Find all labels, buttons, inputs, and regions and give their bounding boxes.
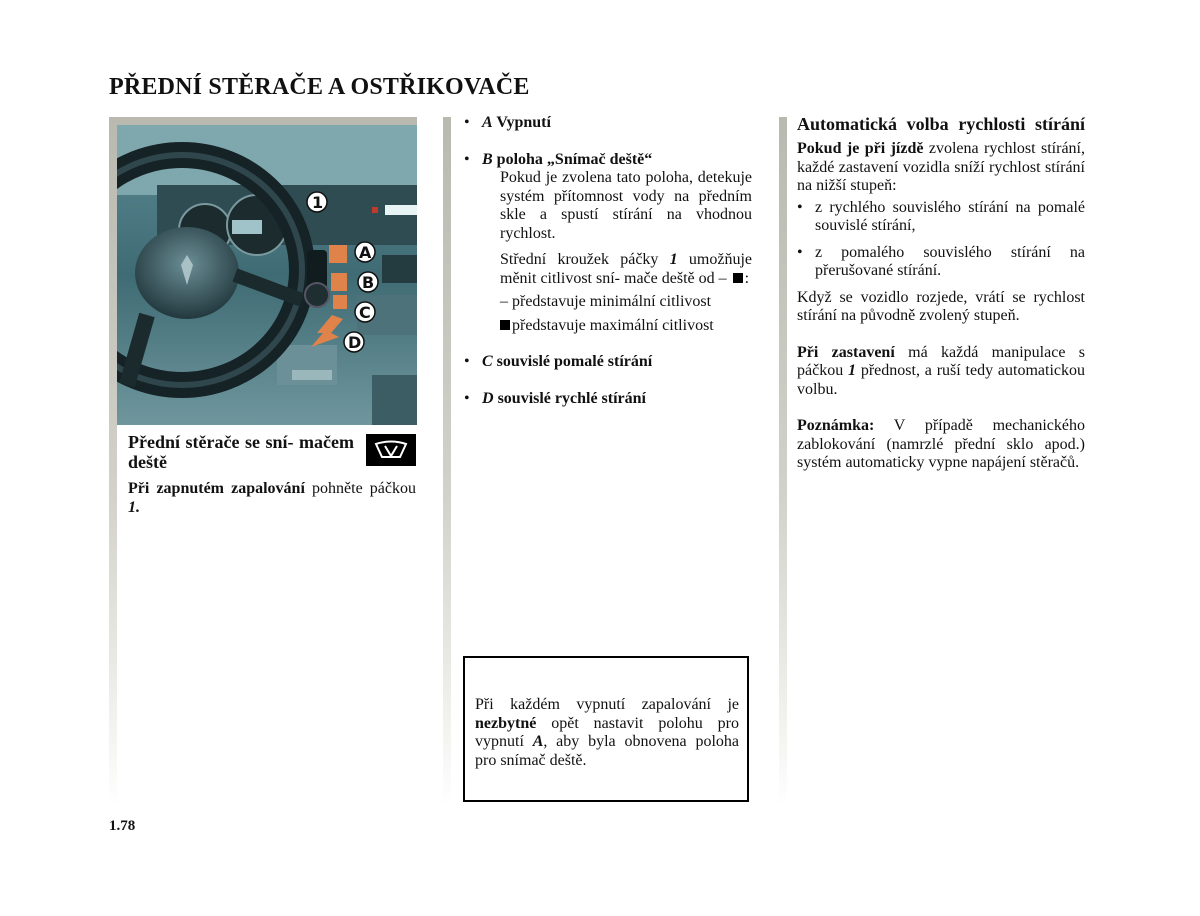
callout-a: A <box>359 243 372 262</box>
text: představuje maximální citlivost <box>512 316 714 334</box>
bullet-dot: • <box>464 114 470 131</box>
max-sensitivity-line <box>464 317 752 336</box>
paragraph-bold: Při zastavení <box>797 343 895 361</box>
text: : <box>744 269 750 287</box>
column-rule-left <box>109 117 117 807</box>
position-letter: A <box>482 114 493 131</box>
text: , aby byla obnovena poloha pro snímač deště. <box>475 733 739 769</box>
paragraph-text: přednost, a ruší tedy automatickou volbu. <box>797 362 1085 398</box>
bullet-dot: • <box>464 389 470 407</box>
column-rule-middle <box>443 117 451 807</box>
position-label: Vypnutí <box>492 114 551 131</box>
stalk-number: 1 <box>848 362 857 379</box>
right-column <box>797 114 1085 473</box>
paragraph-text: V případě mechanického zablokování (namrzlé přední sklo apod.) systém automaticky vypne napájení stěračů. <box>797 417 1085 471</box>
callout-c: C <box>359 303 371 322</box>
top-divider-bar <box>109 117 417 125</box>
position-d-item <box>464 390 752 409</box>
position-letter: C <box>482 353 493 370</box>
list-item-text: z pomalého souvislého stírání na přerušované stírání. <box>815 243 1085 279</box>
emphasis: nezbytné <box>475 714 537 732</box>
position-b-item <box>464 151 752 170</box>
callout-b: B <box>362 273 375 292</box>
position-label: souvislé pomalé stírání <box>492 353 653 370</box>
text: opět nastavit polohu pro vypnutí <box>475 714 739 750</box>
paragraph-bold: Pokud je při jízdě <box>797 140 924 157</box>
position-letter: B <box>482 150 493 168</box>
sensitivity-description <box>464 251 752 288</box>
black-square-icon <box>733 273 743 283</box>
notice-box <box>463 656 749 802</box>
section-heading-rain-sensor: Přední stěrače se sní- mačem deště <box>128 432 354 472</box>
text: Střední kroužek páčky <box>500 251 670 268</box>
page-number: 1.78 <box>109 818 136 834</box>
stalk-number: 1. <box>128 498 140 516</box>
position-letter: D <box>482 389 494 407</box>
list-item-text: z rychlého souvislého stírání na pomalé souvislé stírání, <box>815 198 1085 234</box>
position-letter: A <box>532 733 544 750</box>
paragraph-driving <box>797 140 1085 196</box>
paragraph-text: pohněte páčkou <box>304 480 416 497</box>
black-square-icon <box>500 320 510 330</box>
paragraph-restart: Když se vozidlo rozjede, vrátí se rychlost stírání na původně zvolený stupeň. <box>797 288 1085 324</box>
paragraph-ignition <box>128 480 416 517</box>
left-column <box>128 432 416 517</box>
bullet-dot: • <box>464 150 470 168</box>
paragraph-bold: Poznámka: <box>797 417 875 434</box>
stalk-number: 1 <box>669 251 678 268</box>
bullet-dot: • <box>464 353 470 370</box>
rain-sensor-description: Pokud je zvolena tato poloha, detekuje systém přítomnost vody na předním skle a spustí stírání na vhodnou rychlost. <box>500 169 752 242</box>
bullet-dot: • <box>797 198 803 216</box>
dashboard-photo <box>117 125 417 425</box>
text: umožňuje měnit citlivost sní- mače deště od – <box>500 251 753 287</box>
paragraph-text: má každá manipulace s páčkou <box>797 343 1086 379</box>
paragraph-stopped <box>797 344 1085 400</box>
callout-d: D <box>348 333 362 352</box>
position-c-item <box>464 353 752 372</box>
paragraph-note <box>797 417 1085 473</box>
bullet-dot: • <box>797 243 803 261</box>
list-item <box>797 244 1085 281</box>
middle-column <box>464 114 752 408</box>
text: Při každém vypnutí zapalování je <box>475 696 739 713</box>
column-rule-right <box>779 117 787 807</box>
callout-1: 1 <box>312 193 324 212</box>
page-title: PŘEDNÍ STĚRAČE A OSTŘIKOVAČE <box>109 74 530 100</box>
list-item <box>797 199 1085 236</box>
section-heading-auto <box>797 114 1085 134</box>
min-sensitivity-line: – představuje minimální citlivost <box>500 293 712 310</box>
position-label: souvislé rychlé stírání <box>493 389 646 407</box>
paragraph-text: zvolena rychlost stírání, každé zastavení vozidla sníží rychlost stírání na nižší stupeň: <box>797 140 1085 194</box>
heading-text: Automatická volba rychlosti stírání <box>797 114 1085 134</box>
position-label: poloha „Snímač deště“ <box>492 150 653 168</box>
paragraph-bold: Při zapnutém zapalování <box>128 480 305 497</box>
position-a-item <box>464 114 752 133</box>
